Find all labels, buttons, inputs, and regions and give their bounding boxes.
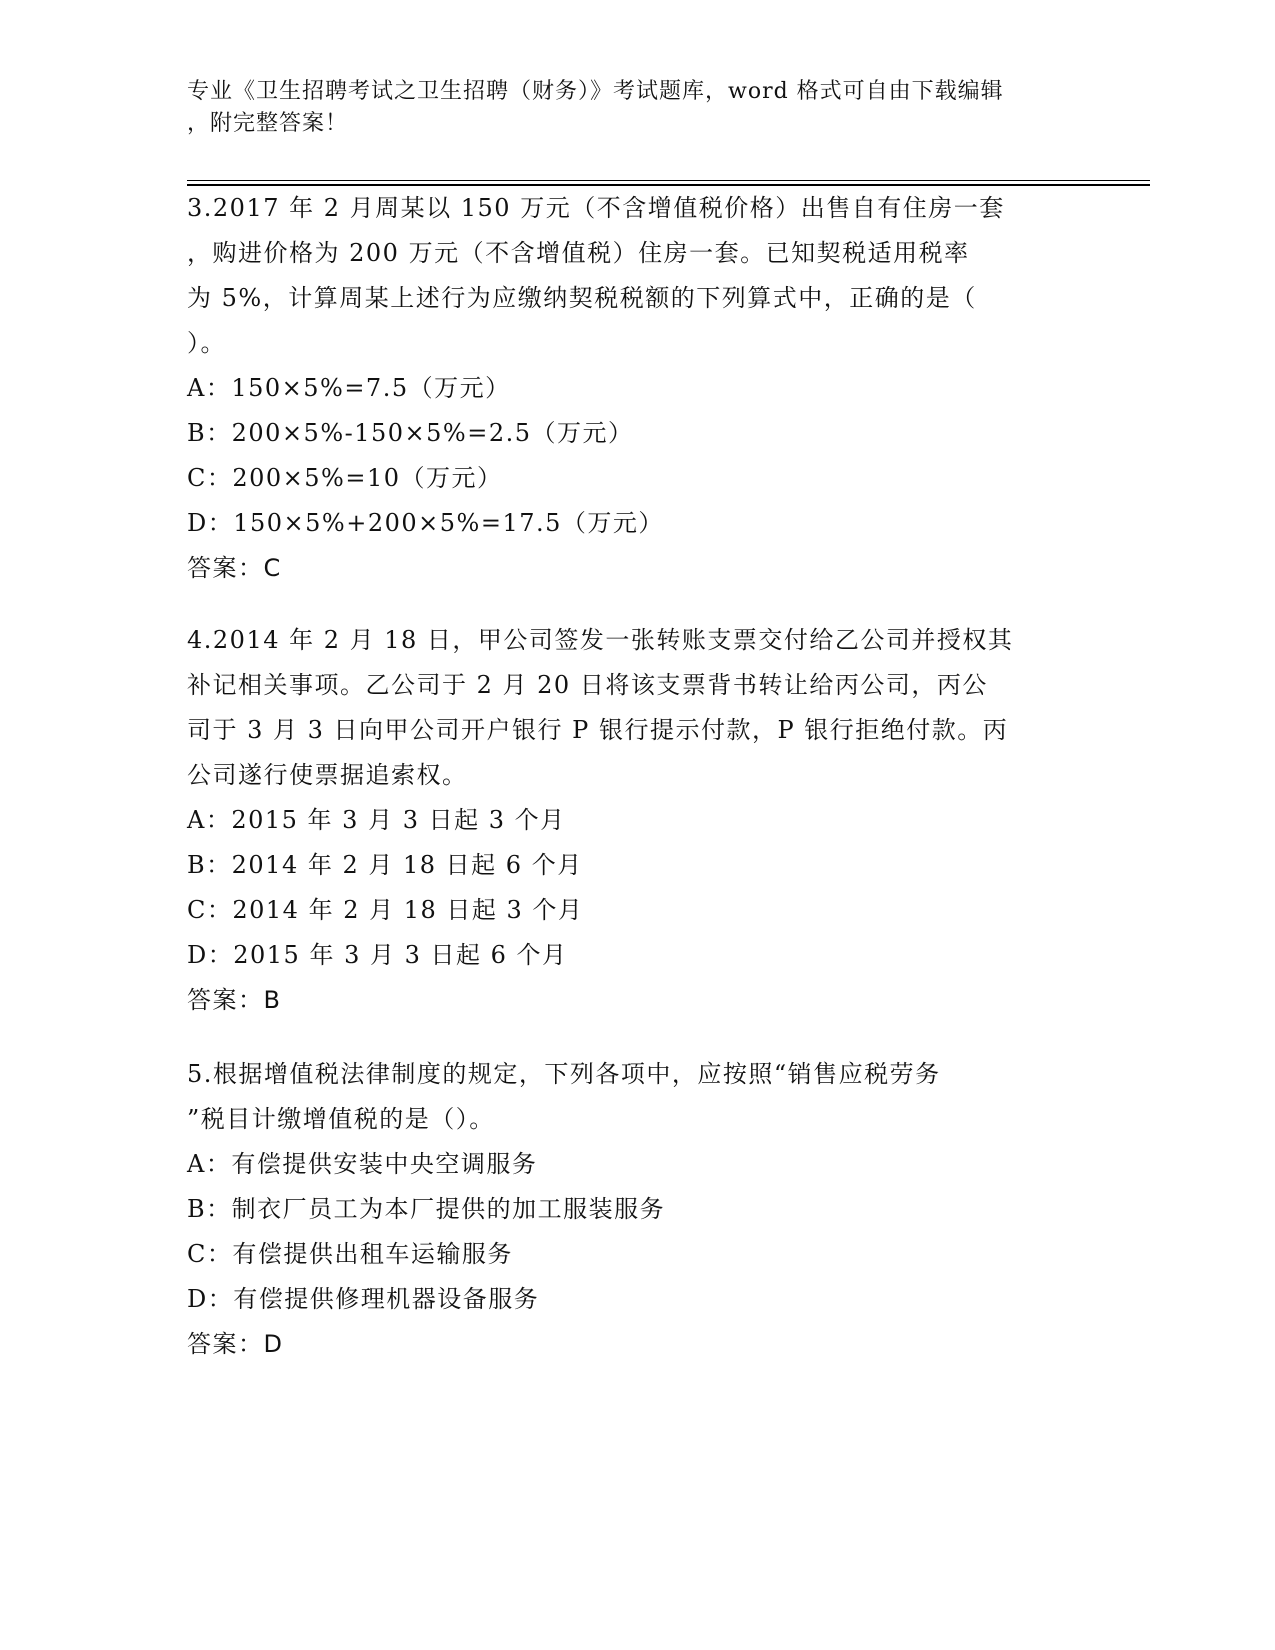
option-d: D：2015 年 3 月 3 日起 6 个月 (187, 941, 568, 969)
question-stem-line: ）。 (187, 329, 226, 357)
option-b: B：2014 年 2 月 18 日起 6 个月 (187, 851, 583, 879)
document-header (187, 76, 1067, 140)
option-c: C：有偿提供出租车运输服务 (187, 1240, 513, 1268)
question-4 (187, 618, 1087, 1023)
question-stem-line: 4.2014 年 2 月 18 日，甲公司签发一张转账支票交付给乙公司并授权其 (187, 626, 1014, 654)
header-line-1: 专业《卫生招聘考试之卫生招聘（财务）》考试题库，word 格式可自由下载编辑 (187, 79, 1004, 104)
question-3 (187, 186, 1087, 591)
option-a: A：150×5%=7.5（万元） (187, 374, 511, 402)
question-stem-line: 3.2017 年 2 月周某以 150 万元（不含增值税价格）出售自有住房一套 (187, 194, 1005, 222)
answer: 答案：D (187, 1330, 284, 1358)
header-line-2: ，附完整答案！ (187, 111, 349, 136)
question-5 (187, 1052, 1087, 1367)
answer: 答案：C (187, 554, 282, 582)
question-stem-line: ，购进价格为 200 万元（不含增值税）住房一套。已知契税适用税率 (187, 239, 970, 267)
question-stem-line: 公司遂行使票据追索权。 (187, 761, 468, 789)
option-a: A：有偿提供安装中央空调服务 (187, 1150, 538, 1178)
option-d: D：150×5%+200×5%=17.5（万元） (187, 509, 664, 537)
question-stem-line: 5.根据增值税法律制度的规定，下列各项中，应按照“销售应税劳务 (187, 1060, 941, 1088)
option-b: B：200×5%-150×5%=2.5（万元） (187, 419, 634, 447)
question-stem-line: ”税目计缴增值税的是（）。 (187, 1105, 495, 1133)
question-stem-line: 补记相关事项。乙公司于 2 月 20 日将该支票背书转让给丙公司，丙公 (187, 671, 988, 699)
option-c: C：200×5%=10（万元） (187, 464, 503, 492)
header-rule-thin (187, 180, 1150, 181)
option-d: D：有偿提供修理机器设备服务 (187, 1285, 540, 1313)
option-b: B：制衣厂员工为本厂提供的加工服装服务 (187, 1195, 666, 1223)
question-stem-line: 为 5%，计算周某上述行为应缴纳契税税额的下列算式中，正确的是（ (187, 284, 977, 312)
option-a: A：2015 年 3 月 3 日起 3 个月 (187, 806, 566, 834)
option-c: C：2014 年 2 月 18 日起 3 个月 (187, 896, 584, 924)
answer: 答案：B (187, 986, 282, 1014)
question-stem-line: 司于 3 月 3 日向甲公司开户银行 P 银行提示付款，P 银行拒绝付款。丙 (187, 716, 1009, 744)
